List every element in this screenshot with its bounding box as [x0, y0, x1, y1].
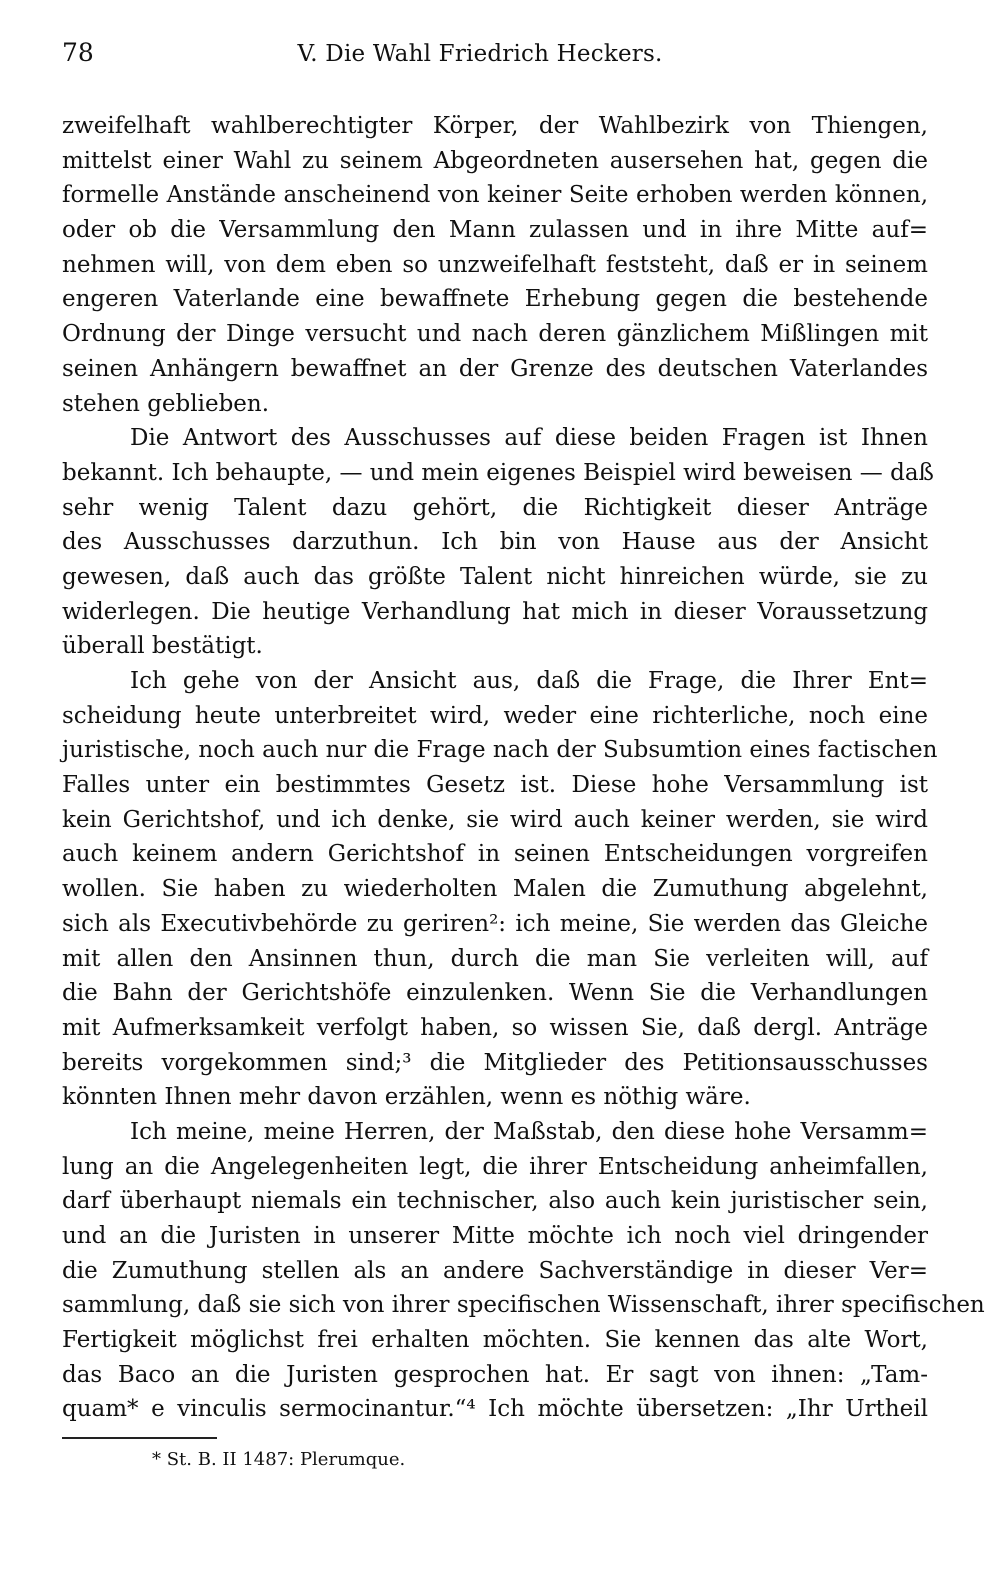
- text-line: die Bahn der Gerichtshöfe einzulenken. Wenn Sie die Verhandlungen: [62, 980, 928, 1007]
- footnote: * St. B. II 1487: Plerumque.: [152, 1449, 406, 1471]
- text-line: widerlegen. Die heutige Verhandlung hat mich in dieser Voraussetzung: [62, 598, 928, 625]
- text-line: oder ob die Versammlung den Mann zulassen und in ihre Mitte auf=: [62, 217, 928, 244]
- text-line: gewesen, daß auch das größte Talent nicht hinreichen würde, sie zu: [62, 563, 928, 590]
- text-line: zweifelhaft wahlberechtigter Körper, der Wahlbezirk von Thiengen,: [62, 113, 928, 139]
- running-head: V. Die Wahl Friedrich Heckers.: [297, 41, 663, 67]
- text-line: das Baco an die Juristen gesprochen hat. Er sagt von ihnen: „Tam-: [62, 1361, 928, 1388]
- footnote-rule: [62, 1437, 217, 1439]
- text-line: Falles unter ein bestimmtes Gesetz ist. Diese hohe Versammlung ist: [62, 772, 928, 799]
- text-line: Ich meine, meine Herren, der Maßstab, den diese hohe Versamm=: [130, 1118, 928, 1145]
- text-line: wollen. Sie haben zu wiederholten Malen die Zumuthung abgelehnt,: [62, 876, 928, 903]
- text-line: sich als Executivbehörde zu geriren²: ich meine, Sie werden das Gleiche: [62, 910, 928, 937]
- text-line: Die Antwort des Ausschusses auf diese beiden Fragen ist Ihnen: [130, 425, 928, 452]
- text-line: die Zumuthung stellen als an andere Sachverständige in dieser Ver=: [62, 1257, 928, 1284]
- text-line: scheidung heute unterbreitet wird, weder eine richterliche, noch eine: [62, 702, 928, 729]
- text-line: kein Gerichtshof, und ich denke, sie wird auch keiner werden, sie wird: [62, 806, 928, 833]
- text-line: quam* e vinculis sermocinantur.“⁴ Ich möchte übersetzen: „Ihr Urtheil: [62, 1396, 928, 1423]
- text-line: des Ausschusses darzuthun. Ich bin von Hause aus der Ansicht: [62, 529, 928, 556]
- text-line: sammlung, daß sie sich von ihrer specifischen Wissenschaft, ihrer specifischen: [62, 1292, 985, 1319]
- text-line: stehen geblieben.: [62, 390, 270, 417]
- text-line: juristische, noch auch nur die Frage nach der Subsumtion eines factischen: [62, 737, 938, 764]
- body-text: [62, 109, 985, 1427]
- page-header: [62, 38, 928, 82]
- text-line: mit Aufmerksamkeit verfolgt haben, so wissen Sie, daß dergl. Anträge: [62, 1014, 928, 1041]
- text-line: bekannt. Ich behaupte, — und mein eigenes Beispiel wird beweisen — daß: [62, 459, 934, 486]
- text-line: mit allen den Ansinnen thun, durch die man Sie verleiten will, auf: [62, 945, 928, 972]
- text-line: nehmen will, von dem eben so unzweifelhaft feststeht, daß er in seinem: [62, 251, 928, 278]
- text-line: überall bestätigt.: [62, 633, 263, 660]
- text-line: sehr wenig Talent dazu gehört, die Richtigkeit dieser Anträge: [62, 494, 928, 521]
- text-line: und an die Juristen in unserer Mitte möchte ich noch viel dringender: [62, 1223, 928, 1249]
- text-line: könnten Ihnen mehr davon erzählen, wenn es nöthig wäre.: [62, 1084, 751, 1111]
- book-page: [62, 38, 985, 1471]
- text-line: seinen Anhängern bewaffnet an der Grenze des deutschen Vaterlandes: [62, 355, 928, 382]
- text-line: Fertigkeit möglichst frei erhalten möchten. Sie kennen das alte Wort,: [62, 1327, 928, 1354]
- page-number: 78: [62, 38, 94, 67]
- text-line: Ich gehe von der Ansicht aus, daß die Frage, die Ihrer Ent=: [130, 668, 928, 694]
- text-line: formelle Anstände anscheinend von keiner Seite erhoben werden können,: [62, 182, 928, 209]
- text-line: auch keinem andern Gerichtshof in seinen Entscheidungen vorgreifen: [62, 841, 928, 868]
- text-line: mittelst einer Wahl zu seinem Abgeordneten ausersehen hat, gegen die: [62, 147, 928, 174]
- text-line: lung an die Angelegenheiten legt, die ihrer Entscheidung anheimfallen,: [62, 1153, 928, 1180]
- text-line: darf überhaupt niemals ein technischer, also auch kein juristischer sein,: [62, 1188, 928, 1215]
- text-line: Ordnung der Dinge versucht und nach deren gänzlichem Mißlingen mit: [62, 321, 928, 348]
- text-line: engeren Vaterlande eine bewaffnete Erhebung gegen die bestehende: [62, 286, 928, 313]
- text-line: bereits vorgekommen sind;³ die Mitglieder des Petitionsausschusses: [62, 1049, 928, 1076]
